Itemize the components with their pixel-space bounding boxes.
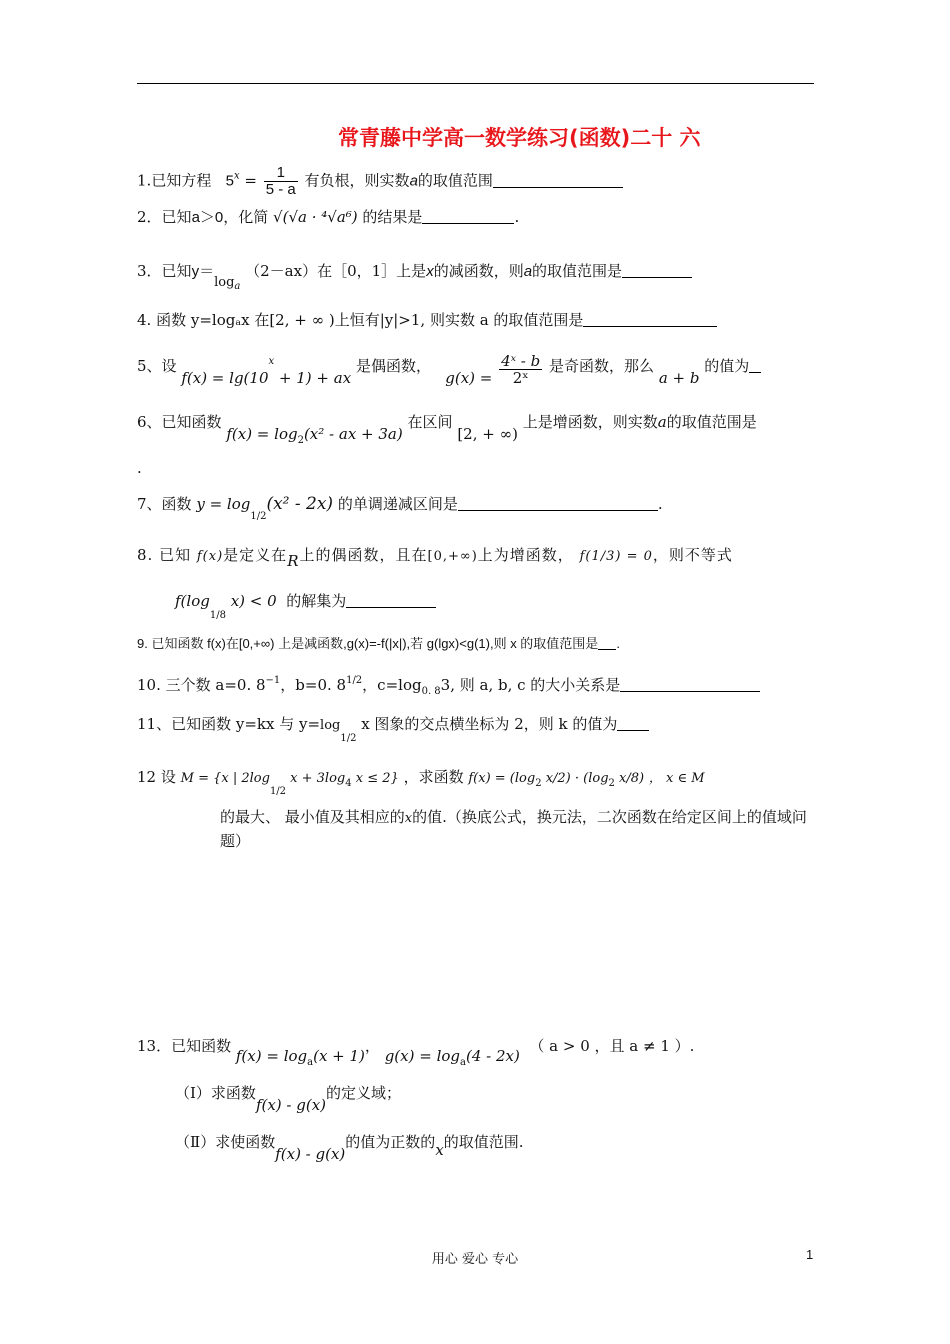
answer-blank [620,677,760,692]
question-1: 1.已知方程 $5^x$ = $\frac{1}{5 - a}$ 有负根，则实数a的取值范围 [137,165,623,198]
question-9: 9. 已知函数 f(x)在[0,+∞) 上是减函数,g(x)=-f(|x|),若 g(lgx)<g(1),则 x 的取值范围是 . [137,636,620,651]
answer-blank [749,358,761,373]
header-rule [137,83,814,84]
question-13-part-2: （Ⅱ）求使函数f(x) - g(x)的值为正数的x的取值范围. [175,1133,524,1163]
answer-blank [422,209,514,224]
radical-expression: √(√a · ⁴√a⁶) [273,208,358,226]
question-5: 5、设 $f(x) = \lg(10^x + 1)$ + ax 是偶函数， g(x) = $\frac{\text{4ˣ - b}}{\text{2ˣ}}$ 是奇函数，那么 a + b 的值为 [137,352,761,388]
question-2: 2．已知a＞0，化简 √(√a · ⁴√a⁶) 的结果是 . [137,208,520,226]
fraction: $\frac{\text{4ˣ - b}}{\text{2ˣ}}$ [501,352,541,387]
question-13: 13．已知函数 $f(x) = \log_a(x + 1)$， $g(x) = \log_a(4 - 2x)$ （ a > 0 ，且 a ≠ 1 ）. [137,1037,695,1068]
answer-blank [622,263,692,278]
answer-blank [458,496,658,511]
question-8-line-2: $f(\log_{1/8}$ x) < 0 的解集为 [175,591,436,626]
question-4: 4. 函数 y=logₐx 在[2, + ∞ )上恒有|y|>1, 则实数 a 的取值范围是 [137,310,717,330]
page-title: 常青藤中学高一数学练习(函数)二十 六 [338,126,701,150]
question-10: 10. 三个数 a=0. $8^{-1}$，b=0. $8^{1/2}$，$c=\log_{0. 8}3$, 则 a, b, c 的大小关系是 [137,671,760,702]
question-3: 3．已知$y=\log_a$ （2－ax）在［0，1］上是x的减函数，则a的取值范围是 [137,261,692,297]
question-13-part-1: （Ⅰ）求函数f(x) - g(x)的定义域； [175,1084,402,1114]
question-6: 6、已知函数 $f(x) = \log_2(x^2$ - ax + 3a) 在区间 [2, + ∞) 上是增函数，则实数a的取值范围是 [137,413,757,446]
question-11: 11、已知函数 y=kx 与 $y=\log_{1/2}$ x 图象的交点横坐标为 2，则 k 的值为 [137,714,649,749]
page-number: 1 [806,1247,814,1262]
question-6-end: . [137,459,142,477]
question-12: 12 设 M = {x | $2\log_{1/2}$ $x + 3\log_4$ x ≤ 2} ，求函数 $f(x) = (\log_2$ $x/2) \cdot (\log_2$ x/8) ， x ∈ M [137,768,705,797]
answer-blank [493,173,623,188]
fraction: $\frac{1}{5 - a}$ [265,164,296,198]
page-footer: 用心 爱心 专心 [431,1252,519,1267]
question-12-continuation: 的最大、 最小值及其相应的x的值.（换底公式，换元法，二次函数在给定区间上的值域问题） [220,808,807,850]
answer-blank [598,635,616,650]
answer-blank [346,593,436,608]
question-8: 8. 已知 f(x)是定义在R上的偶函数，且在[0,+∞)上为增函数， f(1/3) = 0，则不等式 [137,546,733,570]
question-7: 7、函数 $y = \log_{1/2}(x^2 - 2x)$ 的单调递减区间是 . [137,494,663,522]
answer-blank [617,716,649,731]
answer-blank [583,312,717,327]
